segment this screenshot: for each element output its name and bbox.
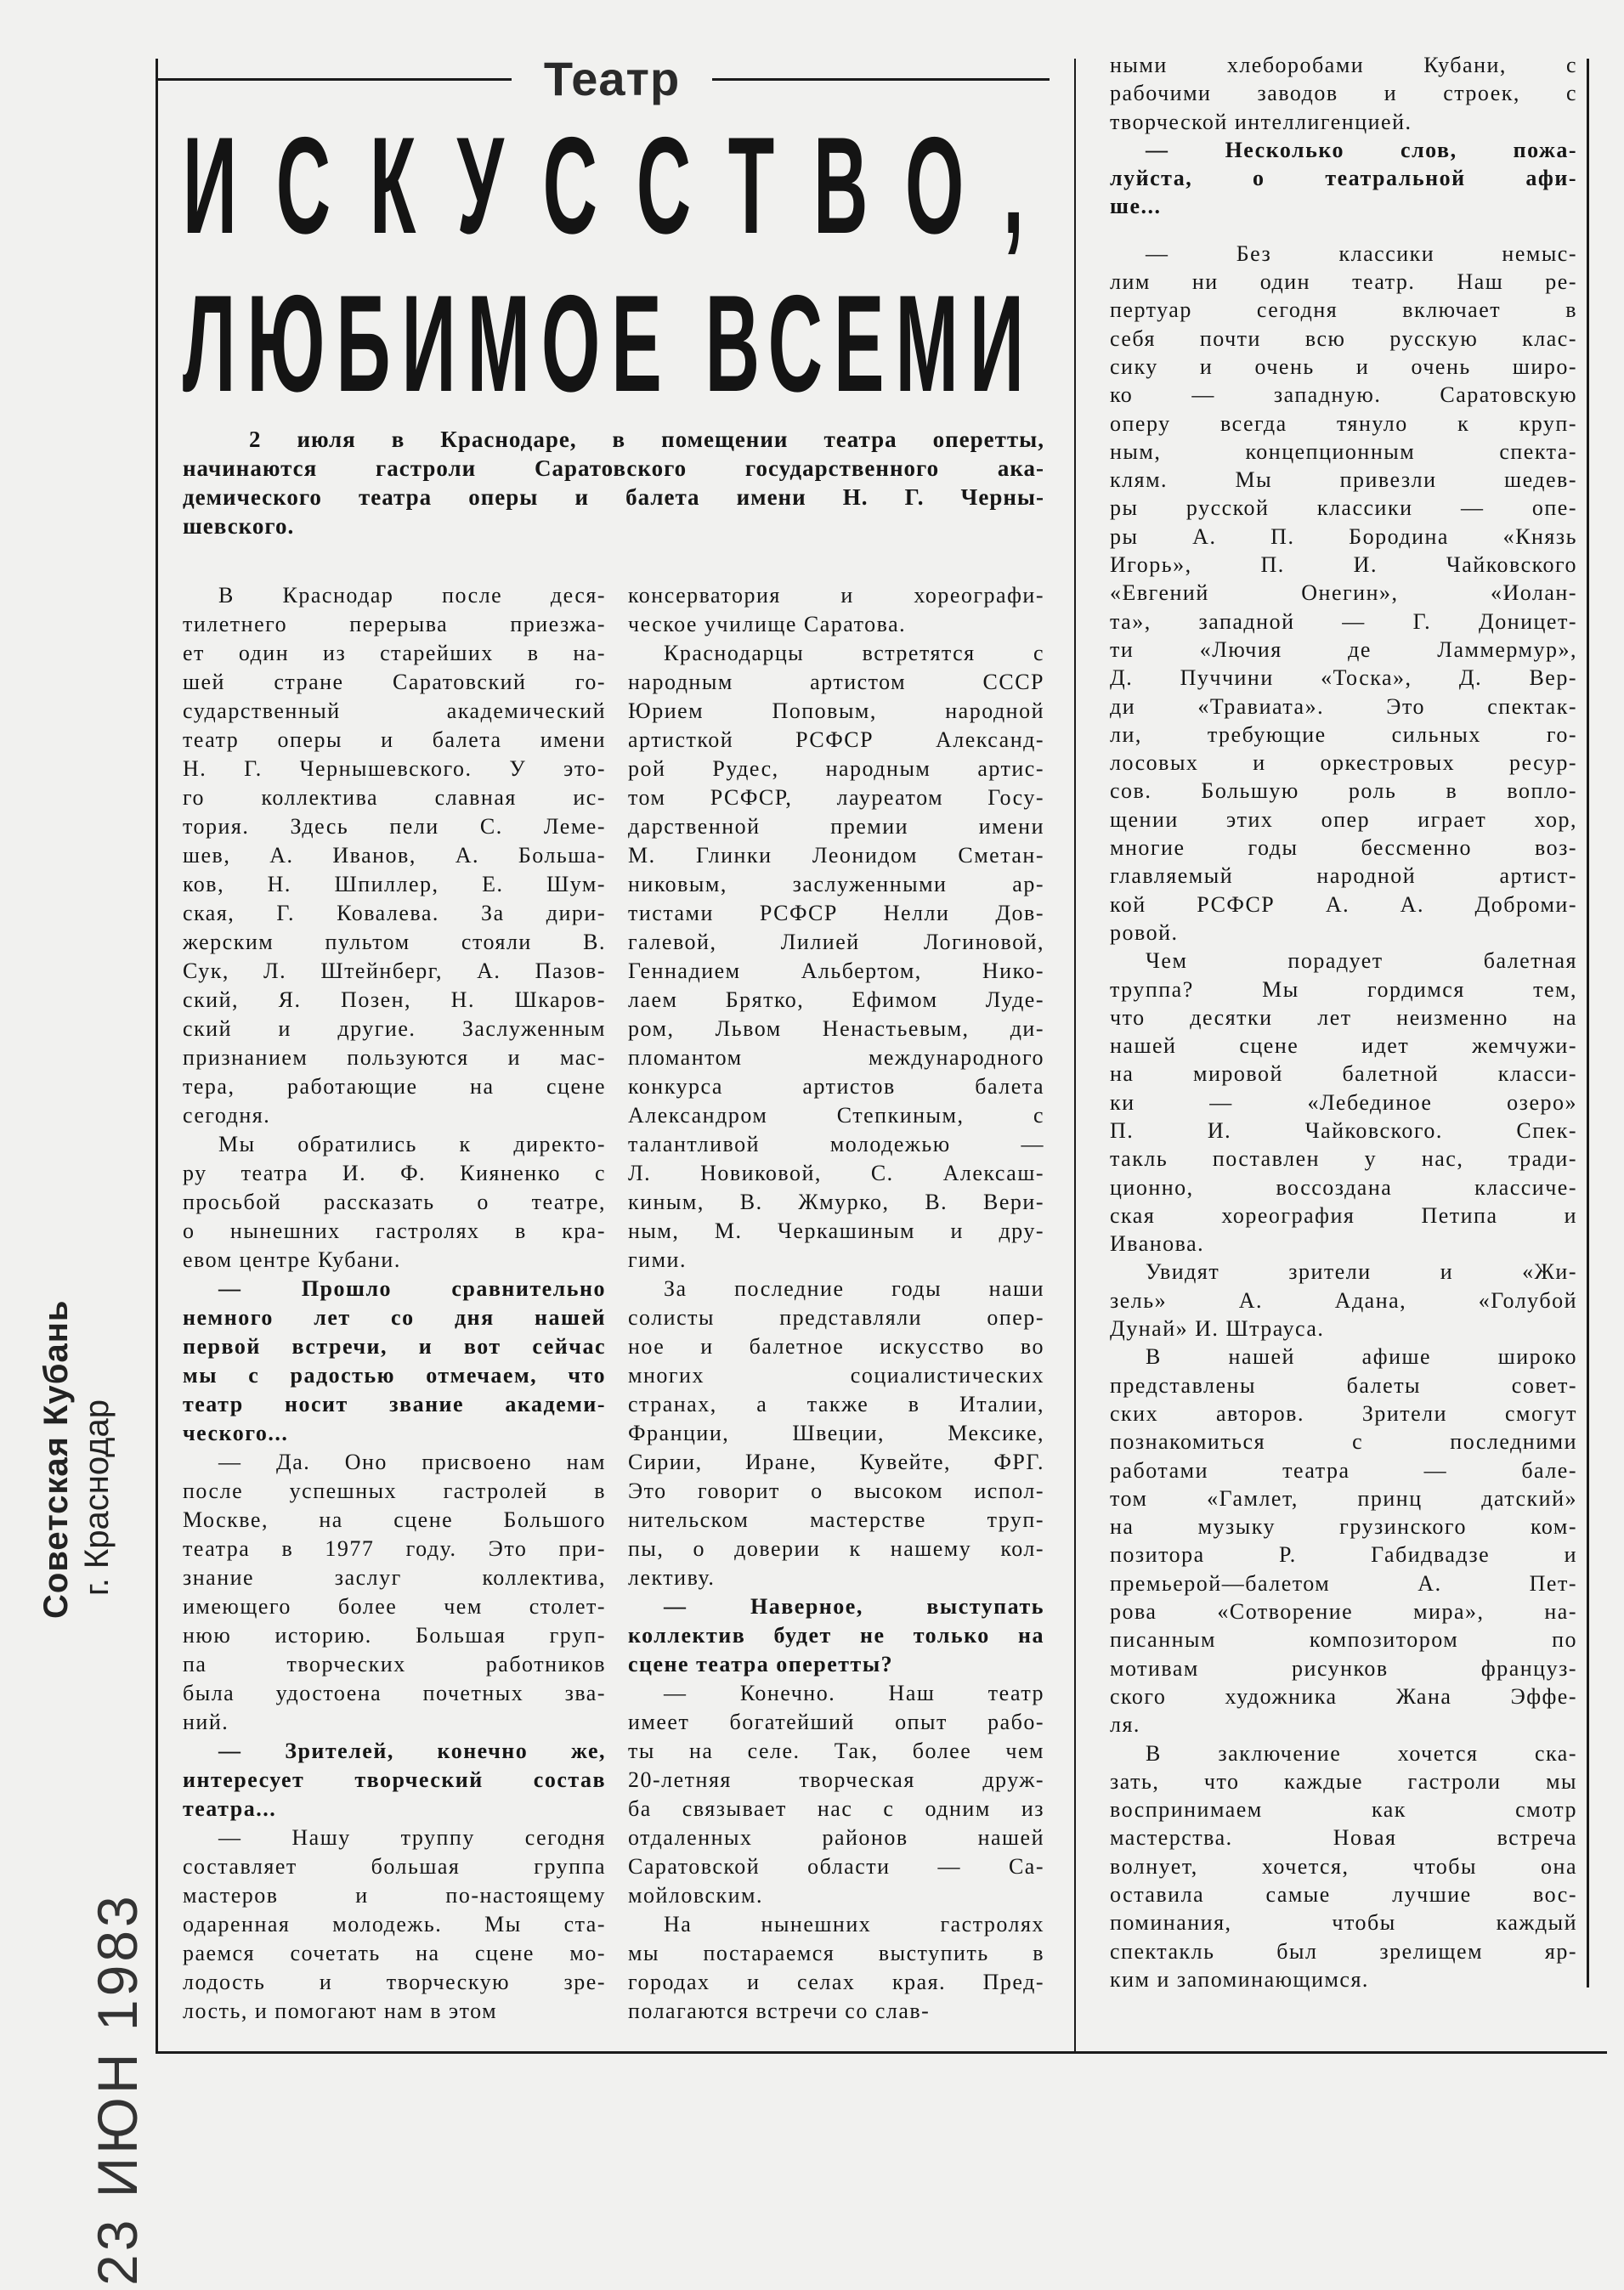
text-line: театр носит звание академи-: [183, 1392, 606, 1416]
text-line: мойловским.: [628, 1883, 764, 1908]
text-line: том РСФСР, лауреатом Госу-: [628, 785, 1044, 810]
text-line: ский, Я. Позен, Н. Шкаров-: [183, 987, 606, 1012]
text-line: Александром Степкиным, с: [628, 1103, 1044, 1128]
interview-question: [1110, 136, 1577, 221]
text-line: П. И. Чайковского. Спек-: [1110, 1117, 1577, 1143]
text-line: ля.: [1110, 1712, 1140, 1738]
text-line: 20-летняя творческая друж-: [628, 1767, 1044, 1792]
interview-question: [183, 1737, 606, 1824]
text-line: имеющего более чем столет-: [183, 1594, 606, 1619]
section-rubric: Театр: [543, 52, 681, 105]
text-line: ческое училище Саратова.: [628, 612, 907, 636]
article-paragraph: [1110, 51, 1577, 136]
column-separator-line: [1074, 59, 1076, 2051]
text-line: ры А. П. Бородина «Князь: [1110, 523, 1577, 549]
text-line: конкурса артистов балета: [628, 1074, 1044, 1099]
text-line: Дунай» И. Штрауса.: [1110, 1316, 1325, 1342]
text-line: киным, В. Жмурко, В. Вери-: [628, 1190, 1044, 1214]
text-line: знание заслуг коллектива,: [183, 1565, 606, 1590]
article-paragraph: [1110, 240, 1577, 947]
text-line: театра в 1977 году. Это при-: [183, 1536, 606, 1561]
text-line: волнует, хочется, чтобы она: [1110, 1853, 1577, 1879]
text-line: — Наверное, выступать: [664, 1594, 1044, 1619]
text-line: ровой.: [1110, 919, 1179, 945]
text-line: Юрием Поповым, народной: [628, 698, 1044, 723]
text-line: тория. Здесь пели С. Леме-: [183, 814, 606, 839]
article-paragraph: [1110, 1258, 1577, 1343]
rubric-rule-left: [156, 78, 512, 81]
article-paragraph: [1110, 1739, 1577, 1994]
text-line: зать, что каждые гастроли мы: [1110, 1768, 1577, 1794]
text-line: Саратовской области — Са-: [628, 1854, 1044, 1879]
text-line: ет один из старейших в на-: [183, 641, 606, 665]
text-line: ков, Н. Шпиллер, Е. Шум-: [183, 872, 606, 896]
text-line: ше...: [1110, 194, 1162, 219]
text-line: лективу.: [628, 1565, 716, 1590]
text-line: Н. Г. Чернышевского. У это-: [183, 756, 606, 781]
text-line: Игорь», П. И. Чайковского: [1110, 552, 1577, 578]
text-line: сударственный академический: [183, 698, 606, 723]
text-line: премьерой—балетом А. Пет-: [1110, 1570, 1577, 1596]
article-paragraph: [628, 581, 1044, 639]
article-paragraph: [628, 1275, 1044, 1592]
text-line: «Евгений Онегин», «Иолан-: [1110, 580, 1577, 606]
text-line: театра...: [183, 1796, 277, 1821]
article-paragraph: [183, 1824, 606, 2026]
text-line: работами театра — бале-: [1110, 1457, 1577, 1483]
lead-line: шевского.: [183, 513, 295, 539]
lead-paragraph: [183, 425, 1044, 540]
article-paragraph: [183, 1448, 606, 1737]
article-paragraph: [183, 1130, 606, 1275]
text-line: Франции, Швеции, Мексике,: [628, 1421, 1044, 1445]
text-line: Краснодарцы встретятся с: [664, 641, 1044, 665]
text-line: на мировой балетной класси-: [1110, 1061, 1577, 1087]
text-line: шев, А. Иванов, А. Больша-: [183, 843, 606, 868]
text-line: — Нашу труппу сегодня: [218, 1825, 606, 1850]
text-line: — Прошло сравнительно: [218, 1276, 606, 1301]
text-line: Это говорит о высоком испол-: [628, 1479, 1044, 1503]
text-line: ное и балетное искусство во: [628, 1334, 1044, 1359]
text-line: ными хлеборобами Кубани, с: [1110, 53, 1577, 77]
city-stamp: г. Краснодар: [78, 1399, 116, 1596]
text-line: просьбой рассказать о театре,: [183, 1190, 606, 1214]
text-line: — Без классики немыс-: [1146, 240, 1577, 266]
text-line: Геннадием Альбертом, Нико-: [628, 958, 1044, 983]
text-line: ти «Лючия де Ламмермур»,: [1110, 636, 1577, 662]
text-line: тистами РСФСР Нелли Дов-: [628, 901, 1044, 925]
text-line: та», западной — Г. Доницет-: [1110, 608, 1577, 634]
right-border-line: [1587, 59, 1589, 1987]
text-line: галевой, Лилией Логиновой,: [628, 930, 1044, 954]
text-line: пы, о доверии к нашему кол-: [628, 1536, 1044, 1561]
lead-line: 2 июля в Краснодаре, в помещении театра оперетты,: [249, 427, 1044, 452]
text-line: ли, требующие сильных го-: [1110, 721, 1577, 747]
text-line: евом центре Кубани.: [183, 1247, 401, 1272]
text-line: ба связывает нас с одним из: [628, 1796, 1044, 1821]
text-line: нашей сцене идет жемчужи-: [1110, 1033, 1577, 1059]
text-line: себя почти всю русскую клас-: [1110, 325, 1577, 351]
text-line: талантливой молодежью —: [628, 1132, 1044, 1156]
rubric-rule-right: [712, 78, 1050, 81]
headline-line-2: ЛЮБИМОЕ ВСЕМИ: [182, 266, 1024, 421]
text-line: имеет богатейший опыт рабо-: [628, 1710, 1044, 1734]
text-line: коллектив будет не только на: [628, 1623, 1044, 1648]
text-line: нюю историю. Большая груп-: [183, 1623, 606, 1648]
text-line: поминания, чтобы каждый: [1110, 1910, 1577, 1936]
text-line: Иванова.: [1110, 1231, 1205, 1257]
text-line: ко — западную. Саратовскую: [1110, 382, 1577, 408]
text-line: ром, Львом Ненастьевым, ди-: [628, 1016, 1044, 1041]
text-line: ры русской классики — опе-: [1110, 495, 1577, 521]
text-line: тилетнего перерыва приезжа-: [183, 612, 606, 636]
text-line: ким и запоминающимся.: [1110, 1966, 1369, 1992]
text-line: лодость и творческую зре-: [183, 1970, 606, 1994]
text-line: ты на селе. Так, более чем: [628, 1739, 1044, 1763]
text-line: главляемый народной артист-: [1110, 863, 1577, 889]
text-line: о нынешних гастролях в кра-: [183, 1219, 606, 1243]
text-line: ным, концепционным спекта-: [1110, 438, 1577, 464]
text-line: ди «Травиата». Это спектак-: [1110, 693, 1577, 719]
text-line: мы постараемся выступить в: [628, 1941, 1044, 1965]
text-line: Чем порадует балетная: [1146, 948, 1577, 974]
text-line: — Зрителей, конечно же,: [218, 1739, 606, 1763]
text-line: немного лет со дня нашей: [183, 1305, 606, 1330]
text-line: Увидят зрители и «Жи-: [1146, 1259, 1577, 1285]
text-line: раемся сочетать на сцене мо-: [183, 1941, 606, 1965]
text-line: сику и очень и очень широ-: [1110, 353, 1577, 379]
headline-line-1: ИСКУССТВО,: [182, 108, 1024, 263]
text-line: консерватория и хореографи-: [628, 583, 1044, 608]
date-stamp: 23 ИЮН 1983: [86, 1892, 149, 2286]
text-line: Л. Новиковой, С. Алексаш-: [628, 1161, 1044, 1185]
text-line: ская хореография Петипа и: [1110, 1202, 1577, 1228]
text-line: ческого...: [183, 1421, 289, 1445]
text-line: солисты представляли опер-: [628, 1305, 1044, 1330]
text-line: лаем Брятко, Ефимом Луде-: [628, 987, 1044, 1012]
text-line: пломантом международного: [628, 1045, 1044, 1070]
text-line: шей стране Саратовский го-: [183, 670, 606, 694]
text-line: — Да. Оно присвоено нам: [218, 1450, 606, 1474]
article-column-1: [183, 581, 606, 2026]
article-paragraph: [628, 639, 1044, 1275]
text-line: познакомиться с последними: [1110, 1429, 1577, 1455]
text-line: театр оперы и балета имени: [183, 727, 606, 752]
text-line: Мы обратились к директо-: [218, 1132, 606, 1156]
text-line: представлены балеты совет-: [1110, 1372, 1577, 1398]
text-line: рабочими заводов и строек, с: [1110, 81, 1577, 106]
text-line: артисткой РСФСР Александ-: [628, 727, 1044, 752]
text-line: сцене театра оперетты?: [628, 1652, 894, 1677]
text-line: первой встречи, и вот сейчас: [183, 1334, 606, 1359]
text-line: ру театра И. Ф. Кияненко с: [183, 1161, 606, 1185]
text-line: ки — «Лебединое озеро»: [1110, 1089, 1577, 1115]
text-line: том «Гамлет, принц датский»: [1110, 1485, 1577, 1511]
text-line: сегодня.: [183, 1103, 271, 1128]
text-line: городах и селах края. Пред-: [628, 1970, 1044, 1994]
text-line: писанным композитором по: [1110, 1627, 1577, 1653]
text-line: клям. Мы привезли шедев-: [1110, 467, 1577, 493]
text-line: Д. Пуччини «Тоска», Д. Вер-: [1110, 665, 1577, 691]
text-line: на музыку грузинского ком-: [1110, 1514, 1577, 1540]
text-line: па творческих работников: [183, 1652, 606, 1677]
text-line: спектакль был зрелищем яр-: [1110, 1938, 1577, 1964]
text-line: мастеров и по-настоящему: [183, 1883, 606, 1908]
text-line: мы с радостью отмечаем, что: [183, 1363, 606, 1388]
text-line: зель» А. Адана, «Голубой: [1110, 1287, 1577, 1313]
text-line: такль поставлен у нас, тради-: [1110, 1146, 1577, 1172]
text-line: ского художника Жана Эффе-: [1110, 1683, 1577, 1709]
article-column-2: [628, 581, 1044, 2026]
text-line: ний.: [183, 1710, 229, 1734]
text-line: народным артистом СССР: [628, 670, 1044, 694]
text-line: лосовых и оркестровых ресур-: [1110, 750, 1577, 776]
text-line: рой Рудес, народным артис-: [628, 756, 1044, 781]
text-line: никовым, заслуженными ар-: [628, 872, 1044, 896]
left-border-line: [156, 59, 158, 2054]
text-line: одаренная молодежь. Мы ста-: [183, 1912, 606, 1937]
text-line: сов. Большую роль в вопло-: [1110, 778, 1577, 804]
text-line: ным, М. Черкашиным и дру-: [628, 1219, 1044, 1243]
text-line: ская, Г. Ковалева. За дири-: [183, 901, 606, 925]
text-line: лость, и помогают нам в этом: [183, 1999, 498, 2023]
article-paragraph: [1110, 1343, 1577, 1739]
text-line: М. Глинки Леонидом Сметан-: [628, 843, 1044, 868]
text-line: За последние годы наши: [664, 1276, 1044, 1301]
text-line: жерским пультом стояли В.: [183, 930, 606, 954]
text-line: многие годы бессменно воз-: [1110, 835, 1577, 861]
text-line: кой РСФСР А. А. Доброми-: [1110, 891, 1577, 917]
text-line: мастерства. Новая встреча: [1110, 1825, 1577, 1851]
text-line: тера, работающие на сцене: [183, 1074, 606, 1099]
text-line: пертуар сегодня включает в: [1110, 297, 1577, 323]
text-line: ских авторов. Зрители смогут: [1110, 1400, 1577, 1426]
bottom-border-line: [156, 2051, 1607, 2054]
newspaper-name-stamp: Советская Кубань: [37, 1299, 75, 1619]
text-line: после успешных гастролей в: [183, 1479, 606, 1503]
article-paragraph: [628, 1910, 1044, 2026]
text-line: В нашей афише широко: [1146, 1344, 1577, 1370]
article-paragraph: [1110, 947, 1577, 1258]
text-line: составляет большая группа: [183, 1854, 606, 1879]
text-line: Москве, на сцене Большого: [183, 1507, 606, 1532]
text-line: отдаленных районов нашей: [628, 1825, 1044, 1850]
text-line: гими.: [628, 1247, 687, 1272]
article-paragraph: [183, 581, 606, 1130]
text-line: На нынешних гастролях: [664, 1912, 1044, 1937]
text-line: дарственной премии имени: [628, 814, 1044, 839]
text-line: ционно, воссоздана классиче-: [1110, 1174, 1577, 1200]
article-column-3: [1110, 51, 1577, 1993]
interview-question: [183, 1275, 606, 1448]
text-line: ский и другие. Заслуженным: [183, 1016, 606, 1041]
text-line: оперу всегда тянуло к круп-: [1110, 410, 1577, 436]
text-line: воспринимаем как смотр: [1110, 1797, 1577, 1823]
text-line: рова «Сотворение мира», на-: [1110, 1599, 1577, 1625]
text-line: В Краснодар после деся-: [218, 583, 606, 608]
text-line: оставила самые лучшие вос-: [1110, 1882, 1577, 1907]
text-line: В заключение хочется ска-: [1146, 1740, 1577, 1766]
text-line: лим ни один театр. Наш ре-: [1110, 269, 1577, 295]
lead-line: демического театра оперы и балета имени Н. Г. Черны-: [183, 484, 1044, 510]
text-line: Сирии, Иране, Кувейте, ФРГ.: [628, 1450, 1044, 1474]
text-line: щении этих опер играет хор,: [1110, 806, 1577, 832]
text-line: что десятки лет неизменно на: [1110, 1004, 1577, 1030]
text-line: го коллектива славная ис-: [183, 785, 606, 810]
text-line: признанием пользуются и мас-: [183, 1045, 606, 1070]
text-line: творческой интеллигенцией.: [1110, 109, 1412, 134]
text-line: интересует творческий состав: [183, 1767, 606, 1792]
text-line: многих социалистических: [628, 1363, 1044, 1388]
interview-question: [628, 1592, 1044, 1679]
text-line: была удостоена почетных зва-: [183, 1681, 606, 1705]
article-paragraph: [628, 1679, 1044, 1910]
text-line: мотивам рисунков француз-: [1110, 1655, 1577, 1681]
text-line: труппа? Мы гордимся тем,: [1110, 976, 1577, 1002]
text-line: позитора Р. Габидвадзе и: [1110, 1542, 1577, 1568]
text-line: странах, а также в Италии,: [628, 1392, 1044, 1416]
text-line: нительском мастерстве труп-: [628, 1507, 1044, 1532]
lead-line: начинаются гастроли Саратовского государственного ака-: [183, 455, 1044, 481]
text-line: луйста, о театральной афи-: [1110, 166, 1577, 191]
text-line: — Конечно. Наш театр: [664, 1681, 1044, 1705]
text-line: — Несколько слов, пожа-: [1146, 137, 1577, 162]
text-line: полагаются встречи со слав-: [628, 1999, 931, 2023]
text-line: Сук, Л. Штейнберг, А. Пазов-: [183, 958, 606, 983]
headline: [174, 108, 1050, 424]
